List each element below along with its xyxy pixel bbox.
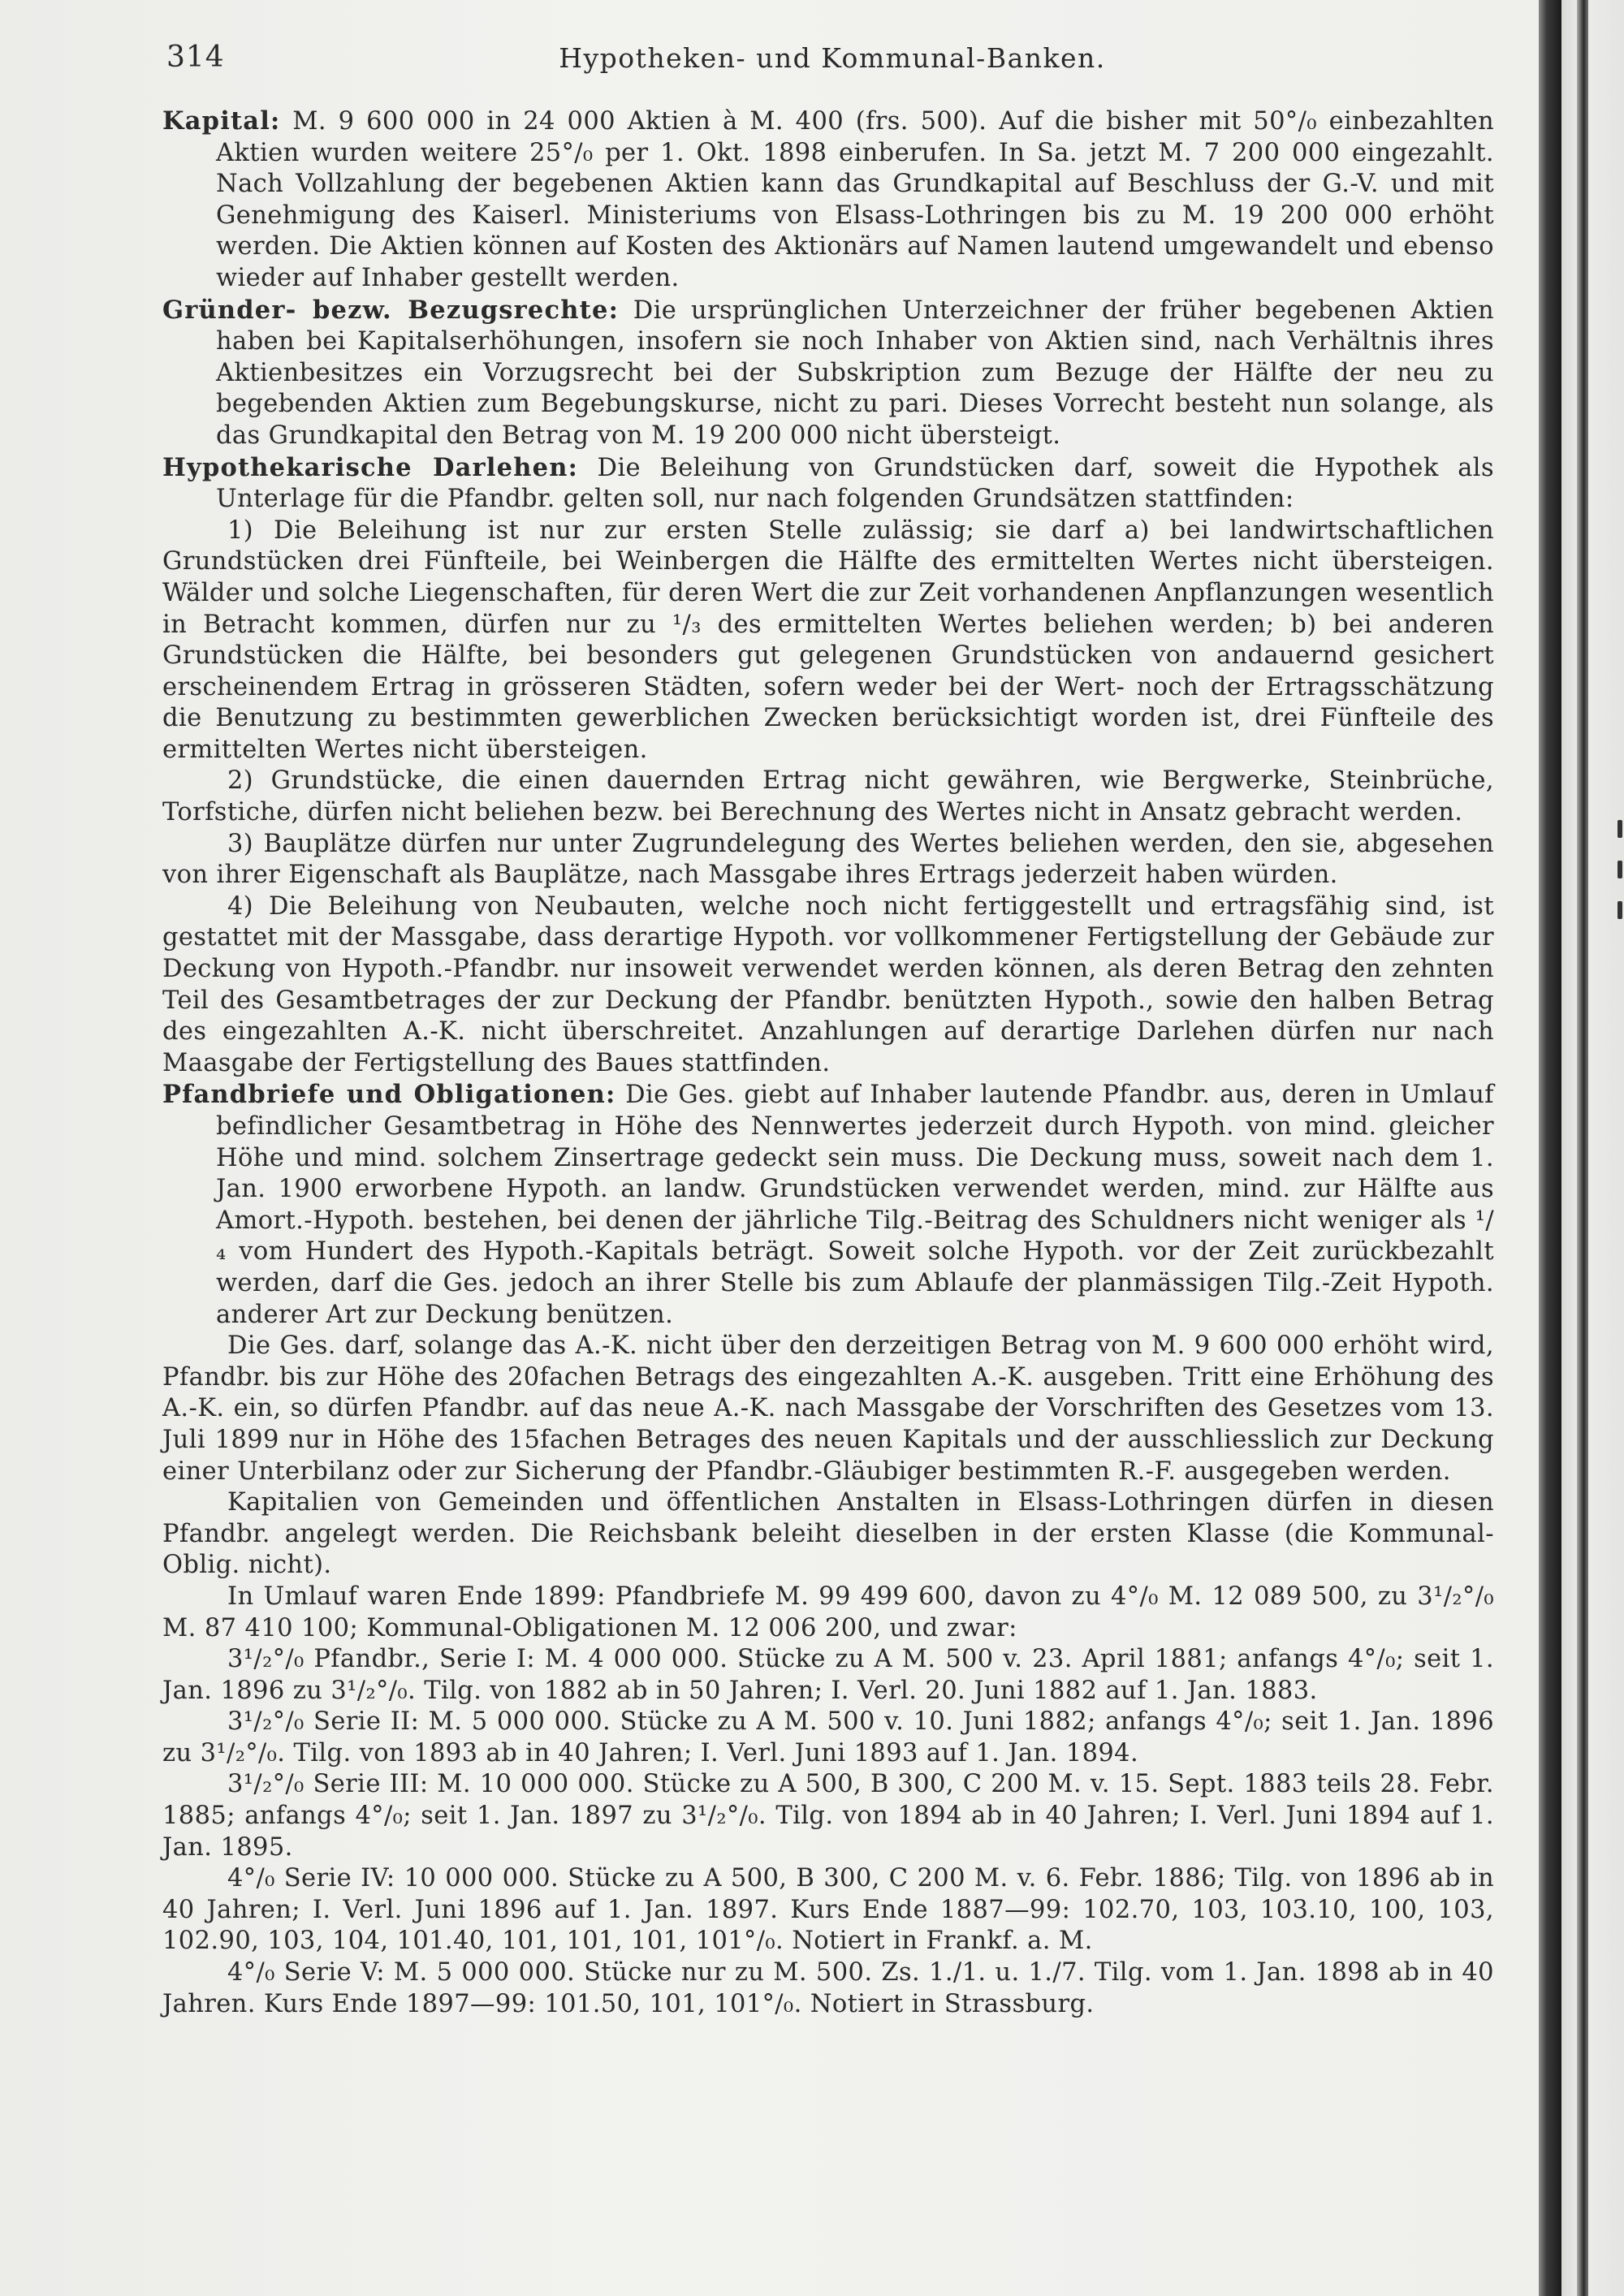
list-item: 4) Die Beleihung von Neubauten, welche noch nicht fertiggestellt und ertragsfähig sind, ist gestattet mit der Massgabe, dass derartige Hypoth. vor vollkommener Fertigstellung der Gebäude zur Deckung von Hypoth.-Pfandbr. nur insoweit verwendet werden können, als deren Betrag den zehnten Teil des Gesamtbetrages der zur Deckung der Pfandbr. benützten Hypoth., sowie den halben Betrag des eingezahlten A.-K. nicht überschreitet. Anzahlungen auf derartige Darlehen dürfen nur nach Maasgabe der Fertigstellung des Baues stattfinden. — [162, 891, 1494, 1077]
section-text: M. 9 600 000 in 24 000 Aktien à M. 400 (frs. 500). Auf die bisher mit 50°/₀ einbezahlten Aktien wurden weitere 25°/₀ per 1. Okt. 1898 einberufen. In Sa. jetzt M. 7 200 000 eingezahlt. Nach Vollzahlung der begebenen Aktien kann das Grundkapital auf Beschluss der G.-V. und mit Genehmigung des Kaiserl. Ministeriums von Elsass-Lothringen bis zu M. 19 200 000 erhöht werden. Die Aktien können auf Kosten des Aktionärs auf Namen lautend umgewandelt und ebenso wieder auf Inhaber gestellt werden. — [216, 107, 1494, 292]
section-heading: Pfandbriefe und Obligationen: — [162, 1080, 616, 1110]
section-pfandbriefe — [162, 1079, 1494, 1331]
list-item: 2) Grundstücke, die einen dauernden Ertrag nicht gewähren, wie Bergwerke, Steinbrüche, Torfstiche, dürfen nicht beliehen bezw. bei Berechnung des Wertes nicht in Ansatz gebracht werden. — [162, 766, 1494, 827]
page-fold-line — [1577, 0, 1588, 2296]
list-item: 3) Bauplätze dürfen nur unter Zugrundelegung des Wertes beliehen werden, den sie, abgesehen von ihrer Eigenschaft als Bauplätze, nach Massgabe ihres Ertrags jederzeit haben würden. — [162, 829, 1494, 890]
paragraph: Kapitalien von Gemeinden und öffentlichen Anstalten in Elsass-Lothringen dürfen in diesen Pfandbr. angelegt werden. Die Reichsbank beleiht dieselben in der ersten Klasse (die Kommunal-Oblig. nicht). — [162, 1488, 1494, 1580]
section-heading: Gründer- bezw. Bezugsrechte: — [162, 295, 620, 325]
paragraph-serie-5: 4°/₀ Serie V: M. 5 000 000. Stücke nur zu M. 500. Zs. 1./1. u. 1./7. Tilg. vom 1. Jan. 1898 ab in 40 Jahren. Kurs Ende 1897—99: 101.50, 101, 101°/₀. Notiert in Strassburg. — [162, 1958, 1494, 2018]
paragraph-serie-3: 3¹/₂°/₀ Serie III: M. 10 000 000. Stücke zu A 500, B 300, C 200 M. v. 15. Sept. 1883 teils 28. Febr. 1885; anfangs 4°/₀; seit 1. Jan. 1897 zu 3¹/₂°/₀. Tilg. von 1894 ab in 40 Jahren; I. Verl. Juni 1894 auf 1. Jan. 1895. — [162, 1770, 1494, 1862]
paragraph-serie-2: 3¹/₂°/₀ Serie II: M. 5 000 000. Stücke zu A M. 500 v. 10. Juni 1882; anfangs 4°/₀; seit 1. Jan. 1896 zu 3¹/₂°/₀. Tilg. von 1893 ab in 40 Jahren; I. Verl. Juni 1893 auf 1. Jan. 1894. — [162, 1707, 1494, 1767]
section-text: Die Beleihung von Grundstücken darf, soweit die Hypothek als Unterlage für die Pfandbr. gelten soll, nur nach folgenden Grundsätzen stattfinden: — [216, 453, 1494, 514]
section-text: Die Ges. giebt auf Inhaber lautende Pfandbr. aus, deren in Umlauf befindlicher Gesamtbetrag in Höhe des Nennwertes jederzeit durch Hypoth. von mind. gleicher Höhe und mind. solchem Zinsertrage gedeckt sein muss. Die Deckung muss, soweit nach dem 1. Jan. 1900 erworbene Hypoth. an landw. Grundstücken verwendet werden, mind. zur Hälfte aus Amort.-Hypoth. bestehen, bei denen der jährliche Tilg.-Beitrag des Schuldners nicht weniger als ¹/₄ vom Hundert des Hypoth.-Kapitals beträgt. Soweit solche Hypoth. vor der Zeit zurückbezahlt werden, darf die Ges. jedoch an ihrer Stelle bis zum Ablaufe der planmässigen Tilg.-Zeit Hypoth. anderer Art zur Deckung benützen. — [216, 1081, 1494, 1329]
section-gruender — [162, 295, 1494, 452]
section-heading: Kapital: — [162, 106, 281, 136]
paragraph: In Umlauf waren Ende 1899: Pfandbriefe M. 99 499 600, davon zu 4°/₀ M. 12 089 500, zu 3¹/₂°/₀ M. 87 410 100; Kommunal-Obligationen M. 12 006 200, und zwar: — [162, 1582, 1494, 1642]
paragraph-serie-4: 4°/₀ Serie IV: 10 000 000. Stücke zu A 500, B 300, C 200 M. v. 6. Febr. 1886; Tilg. von 1896 ab in 40 Jahren; I. Verl. Juni 1896 auf 1. Jan. 1897. Kurs Ende 1887—99: 102.70, 103, 103.10, 100, 103, 102.90, 103, 104, 101.40, 101, 101, 101, 101°/₀. Notiert in Frankf. a. M. — [162, 1864, 1494, 1956]
book-gutter-shadow — [1539, 0, 1561, 2296]
section-heading: Hypothekarische Darlehen: — [162, 452, 579, 482]
paragraph-serie-1: 3¹/₂°/₀ Pfandbr., Serie I: M. 4 000 000. Stücke zu A M. 500 v. 23. April 1881; anfangs 4°/₀; seit 1. Jan. 1896 zu 3¹/₂°/₀. Tilg. von 1882 ab in 50 Jahren; I. Verl. 20. Juni 1882 auf 1. Jan. 1883. — [162, 1645, 1494, 1705]
section-darlehen — [162, 452, 1494, 516]
page-number: 314 — [166, 41, 225, 74]
running-title: Hypotheken- und Kommunal-Banken. — [559, 42, 1106, 74]
page-body — [162, 106, 1494, 2020]
list-item: 1) Die Beleihung ist nur zur ersten Stelle zulässig; sie darf a) bei landwirtschaftlichen Grundstücken drei Fünfteile, bei Weinbergen die Hälfte des ermittelten Wertes nicht übersteigen. Wälder und solche Liegenschaften, für deren Wert die zur Zeit vorhandenen Anpflanzungen wesentlich in Betracht kommen, dürfen nur zu ¹/₃ des ermittelten Wertes beliehen werden; b) bei anderen Grundstücken die Hälfte, bei besonders gut gelegenen Grundstücken von andauernd gesichert erscheinendem Ertrag in grösseren Städten, sofern weder bei der Wert- noch der Ertragsschätzung die Benutzung zu bestimmten gewerblichen Zwecken berücksichtigt worden ist, drei Fünfteile des ermittelten Wertes nicht übersteigen. — [162, 516, 1494, 764]
facing-page-margin-marks — [1618, 820, 1624, 950]
page-header — [166, 41, 1498, 81]
section-text: Die ursprünglichen Unterzeichner der früher begebenen Aktien haben bei Kapitalserhöhungen, insofern sie noch Inhaber von Aktien sind, nach Verhältnis ihres Aktienbesitzes ein Vorzugsrecht bei der Subskription zum Bezuge der Hälfte der neu zu begebenden Aktien zum Begebungskurse, nicht zu pari. Dieses Vorrecht besteht nun solange, als das Grundkapital den Betrag von M. 19 200 000 nicht übersteigt. — [216, 296, 1494, 450]
section-kapital — [162, 106, 1494, 295]
facing-page-edge — [1561, 0, 1624, 2296]
paragraph: Die Ges. darf, solange das A.-K. nicht über den derzeitigen Betrag von M. 9 600 000 erhöht wird, Pfandbr. bis zur Höhe des 20fachen Betrags des eingezahlten A.-K. ausgeben. Tritt eine Erhöhung des A.-K. ein, so dürfen Pfandbr. auf das neue A.-K. nach Massgabe der Vorschriften des Gesetzes vom 13. Juli 1899 nur in Höhe des 15fachen Betrages des neuen Kapitals und der ausschliesslich zur Deckung einer Unterbilanz oder zur Sicherung der Pfandbr.-Gläubiger bestimmten R.-F. ausgegeben werden. — [162, 1331, 1494, 1486]
